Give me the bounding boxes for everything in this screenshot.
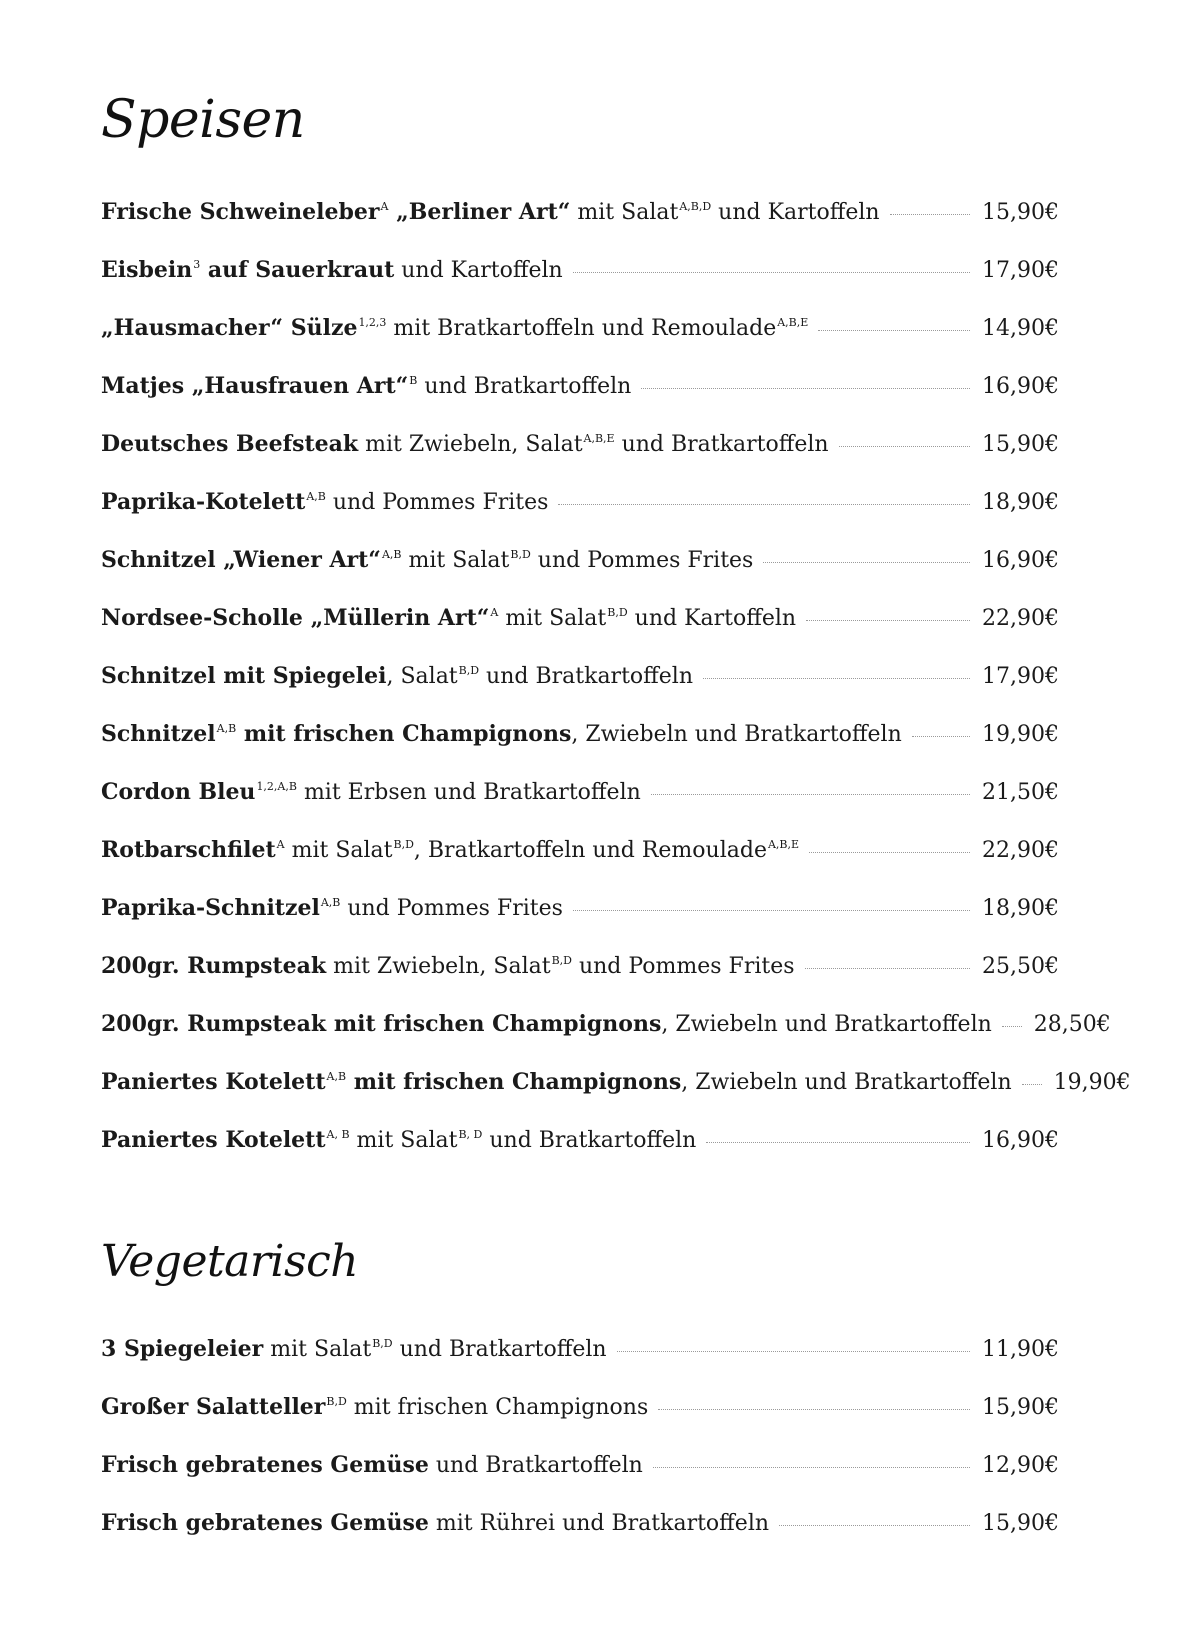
dish-name: Frisch gebratenes Gemüse (101, 1510, 429, 1536)
dish-side: mit frischen Champignons (346, 1395, 649, 1420)
menu-item (101, 1507, 1059, 1565)
dish-side: , Zwiebeln und Bratkartoffeln (661, 1012, 992, 1037)
menu-item (101, 892, 1059, 950)
dish-name: mit frischen Champignons (236, 721, 572, 747)
menu-item (101, 312, 1059, 370)
dot-leader (651, 794, 970, 795)
menu-item-description (101, 312, 808, 345)
allergen-note: A,B,E (583, 432, 615, 445)
menu-item-description (101, 718, 902, 751)
dish-side: und Pommes Frites (571, 954, 795, 979)
menu-item-description (101, 892, 563, 925)
menu-item (101, 660, 1059, 718)
allergen-note: B,D (372, 1337, 393, 1350)
menu-item-price: 15,90€ (982, 1511, 1059, 1536)
dish-name: Cordon Bleu (101, 779, 256, 805)
dish-side: mit Rührei und Bratkartoffeln (428, 1511, 770, 1536)
menu-item-price: 16,90€ (982, 374, 1059, 399)
allergen-note: A,B,D (679, 200, 712, 213)
menu-item-price: 12,90€ (982, 1453, 1059, 1478)
menu-item-price: 19,90€ (1053, 1070, 1131, 1095)
menu-item-description (101, 544, 753, 577)
allergen-note: B,D (326, 1395, 347, 1408)
dish-side: mit Salat (284, 838, 393, 863)
menu-list-vegetarisch (101, 1333, 1059, 1565)
dot-leader (806, 620, 970, 621)
allergen-note: B,D (510, 548, 531, 561)
dish-name: 200gr. Rumpsteak mit frischen Champignons (101, 1011, 662, 1037)
dish-side: und Bratkartoffeln (428, 1453, 643, 1478)
menu-item-price: 15,90€ (982, 432, 1059, 457)
dot-leader (641, 388, 970, 389)
menu-item (101, 1449, 1059, 1507)
dot-leader (890, 214, 970, 215)
menu-item-description (101, 660, 693, 693)
dish-side: und Kartoffeln (627, 606, 797, 631)
dish-side: und Bratkartoffeln (479, 664, 694, 689)
menu-item (101, 1391, 1059, 1449)
allergen-note: A (380, 200, 389, 213)
dot-leader (573, 910, 970, 911)
menu-item-price: 21,50€ (982, 780, 1059, 805)
allergen-note: A,B (381, 548, 402, 561)
menu-item-description (101, 1507, 769, 1540)
menu-item-price: 17,90€ (982, 258, 1059, 283)
menu-item-description (101, 1008, 992, 1041)
menu-item-description (101, 1333, 607, 1366)
dish-side: mit Erbsen und Bratkartoffeln (296, 780, 641, 805)
allergen-note: B,D (458, 664, 480, 677)
dot-leader (706, 1142, 970, 1143)
allergen-note: 1,2,A,B (256, 780, 297, 793)
menu-item (101, 602, 1059, 660)
menu-item-price: 18,90€ (982, 490, 1059, 515)
dish-name: 200gr. Rumpsteak (101, 953, 327, 979)
dot-leader (809, 852, 970, 853)
menu-item-description (101, 1124, 696, 1157)
menu-item-price: 22,90€ (982, 606, 1059, 631)
menu-item-description (101, 486, 548, 519)
dish-name: „Hausmacher“ Sülze (101, 315, 358, 341)
menu-item-price: 16,90€ (982, 548, 1059, 573)
menu-item (101, 544, 1059, 602)
dot-leader (1002, 1026, 1022, 1027)
allergen-note: A (490, 606, 499, 619)
dish-side: , Salat (386, 664, 458, 689)
menu-item-price: 16,90€ (982, 1128, 1059, 1153)
section-title-speisen: Speisen (101, 90, 305, 150)
menu-item-price: 14,90€ (982, 316, 1059, 341)
dot-leader (617, 1351, 970, 1352)
allergen-note: 3 (193, 258, 201, 271)
menu-item-price: 11,90€ (982, 1337, 1059, 1362)
menu-item (101, 486, 1059, 544)
menu-item (101, 950, 1059, 1008)
dish-name: Matjes „Hausfrauen Art“ (101, 373, 409, 399)
dot-leader (779, 1525, 970, 1526)
dish-name: Schnitzel „Wiener Art“ (101, 547, 381, 573)
dish-name: Frisch gebratenes Gemüse (101, 1452, 429, 1478)
menu-item-description (101, 834, 799, 867)
dish-side: und Pommes Frites (530, 548, 754, 573)
menu-item-description (101, 370, 631, 403)
menu-item-description (101, 196, 880, 229)
dish-side: mit Salat (349, 1128, 458, 1153)
dish-name: Deutsches Beefsteak (101, 431, 359, 457)
menu-item-price: 15,90€ (982, 200, 1059, 225)
menu-item (101, 428, 1059, 486)
allergen-note: A (276, 838, 285, 851)
allergen-note: A, B (326, 1128, 350, 1141)
allergen-note: A,B,E (767, 838, 800, 851)
dish-side: und Kartoffeln (711, 200, 880, 225)
dot-leader (839, 446, 970, 447)
dot-leader (703, 678, 970, 679)
allergen-note: B, D (458, 1128, 483, 1141)
dish-name: „Berliner Art“ (388, 199, 571, 225)
menu-item (101, 1124, 1059, 1182)
menu-item-price: 25,50€ (982, 954, 1059, 979)
dish-side: mit Salat (498, 606, 607, 631)
menu-list-speisen (101, 196, 1131, 1182)
menu-item (101, 196, 1059, 254)
dish-name: Paniertes Kotelett (101, 1069, 326, 1095)
menu-item (101, 254, 1059, 312)
dot-leader (805, 968, 970, 969)
menu-item-description (101, 950, 795, 983)
allergen-note: A,B,E (777, 316, 809, 329)
menu-item-description (101, 1066, 1012, 1099)
dot-leader (1022, 1084, 1042, 1085)
dish-side: und Bratkartoffeln (417, 374, 632, 399)
dish-side: und Bratkartoffeln (392, 1337, 607, 1362)
dish-side: und Bratkartoffeln (614, 432, 829, 457)
menu-item (101, 718, 1059, 776)
dish-side: mit Salat (401, 548, 510, 573)
dish-name: Rotbarschfilet (101, 837, 276, 863)
dish-name: Eisbein (101, 257, 193, 283)
allergen-note: B (409, 374, 418, 387)
allergen-note: A,B (326, 1070, 347, 1083)
allergen-note: A,B (306, 490, 326, 503)
dot-leader (658, 1409, 970, 1410)
section-title-vegetarisch: Vegetarisch (101, 1236, 359, 1287)
allergen-note: B,D (551, 954, 572, 967)
menu-item-description (101, 602, 796, 635)
menu-item-description (101, 254, 563, 287)
allergen-note: B,D (393, 838, 414, 851)
menu-item-price: 22,90€ (982, 838, 1059, 863)
allergen-note: 1,2,3 (358, 316, 387, 329)
dot-leader (818, 330, 970, 331)
dish-side: mit Salat (570, 200, 679, 225)
menu-item-price: 15,90€ (982, 1395, 1059, 1420)
dish-side: mit Zwiebeln, Salat (326, 954, 551, 979)
menu-item (101, 776, 1059, 834)
dish-name: Paprika-Schnitzel (101, 895, 320, 921)
dish-side: , Zwiebeln und Bratkartoffeln (681, 1070, 1012, 1095)
allergen-note: B,D (607, 606, 628, 619)
menu-item-price: 17,90€ (982, 664, 1059, 689)
dot-leader (653, 1467, 970, 1468)
dish-side: und Bratkartoffeln (482, 1128, 697, 1153)
dish-name: Paniertes Kotelett (101, 1127, 326, 1153)
menu-item-description (101, 776, 641, 809)
dish-name: Großer Salatteller (101, 1394, 326, 1420)
dish-side: mit Zwiebeln, Salat (358, 432, 583, 457)
menu-item (101, 1066, 1131, 1124)
dish-name: 3 Spiegeleier (101, 1336, 264, 1362)
allergen-note: A,B (320, 896, 341, 909)
dish-name: Nordsee-Scholle „Müllerin Art“ (101, 605, 490, 631)
dot-leader (912, 736, 970, 737)
dish-name: Schnitzel (101, 721, 216, 747)
dish-name: auf Sauerkraut (200, 257, 395, 283)
dish-side: , Bratkartoffeln und Remoulade (413, 838, 767, 863)
dish-name: Paprika-Kotelett (101, 489, 306, 515)
allergen-note: A,B (216, 722, 237, 735)
menu-item (101, 834, 1059, 892)
menu-item-description (101, 428, 829, 461)
menu-item (101, 1333, 1059, 1391)
menu-item-description (101, 1449, 643, 1482)
menu-item-price: 28,50€ (1033, 1012, 1111, 1037)
menu-item (101, 1008, 1111, 1066)
dish-side: und Pommes Frites (340, 896, 563, 921)
dot-leader (763, 562, 970, 563)
dish-name: Schnitzel mit Spiegelei (101, 663, 387, 689)
menu-item (101, 370, 1059, 428)
dot-leader (573, 272, 970, 273)
dish-side: , Zwiebeln und Bratkartoffeln (571, 722, 902, 747)
dish-side: mit Bratkartoffeln und Remoulade (386, 316, 777, 341)
menu-item-price: 19,90€ (982, 722, 1059, 747)
menu-item-description (101, 1391, 648, 1424)
dish-name: mit frischen Champignons (346, 1069, 682, 1095)
dish-name: Frische Schweineleber (101, 199, 380, 225)
dish-side: und Pommes Frites (325, 490, 549, 515)
menu-item-price: 18,90€ (982, 896, 1059, 921)
dot-leader (558, 504, 970, 505)
dish-side: mit Salat (263, 1337, 372, 1362)
dish-side: und Kartoffeln (394, 258, 563, 283)
